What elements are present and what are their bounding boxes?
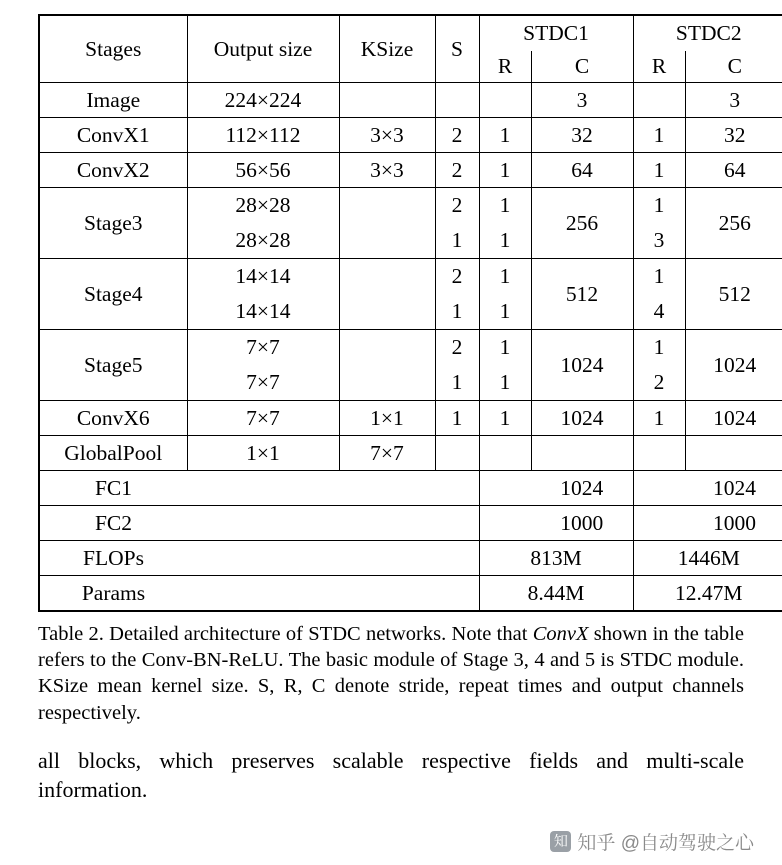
summary-stdc1: 8.44M: [479, 576, 633, 612]
row-stdc2-r: 1: [633, 401, 685, 436]
watermark-text: 知乎 @自动驾驶之心: [577, 833, 754, 854]
header-stdc2-r: R: [633, 51, 685, 83]
row-stride: 1: [435, 294, 479, 330]
row-stdc1-r: 1: [479, 188, 531, 224]
row-stdc2-r: [633, 83, 685, 118]
zhihu-logo-icon: 知: [550, 831, 571, 852]
row-ksize: [339, 330, 435, 401]
row-output-size: 28×28: [187, 188, 339, 224]
row-stride: 1: [435, 365, 479, 401]
row-stdc2-c: 1024: [685, 330, 782, 401]
summary-spacer: [187, 576, 479, 612]
row-stage: ConvX6: [39, 401, 187, 436]
table-caption: [38, 621, 744, 726]
row-stdc2-r: [633, 471, 685, 506]
header-ksize: KSize: [339, 15, 435, 83]
row-output-size: 224×224: [187, 83, 339, 118]
watermark: [550, 828, 754, 855]
header-stdc1-r: R: [479, 51, 531, 83]
summary-spacer: [187, 541, 479, 576]
row-stdc1-r: [479, 506, 531, 541]
row-output-size: [187, 506, 339, 541]
row-stride: 2: [435, 153, 479, 188]
row-stdc1-c: 1024: [531, 471, 633, 506]
row-output-size: 7×7: [187, 365, 339, 401]
table-row: [39, 83, 782, 118]
row-stdc1-r: 1: [479, 401, 531, 436]
row-stdc1-r: [479, 471, 531, 506]
caption-part-1: Table 2. Detailed architecture of STDC networks. Note that: [38, 623, 533, 645]
row-output-size: 7×7: [187, 401, 339, 436]
row-stdc1-c: 1024: [531, 401, 633, 436]
row-stdc2-r: 3: [633, 223, 685, 259]
table-row: [39, 118, 782, 153]
table-row: [39, 330, 782, 366]
header-stdc1-c: C: [531, 51, 633, 83]
row-stdc1-r: [479, 436, 531, 471]
row-stdc1-r: 1: [479, 259, 531, 295]
row-stdc2-c: 1024: [685, 401, 782, 436]
row-stride: 1: [435, 223, 479, 259]
row-stdc2-c: 512: [685, 259, 782, 330]
row-stdc1-c: 1024: [531, 330, 633, 401]
summary-stdc2: 1446M: [633, 541, 782, 576]
row-stdc2-c: 64: [685, 153, 782, 188]
table-bottom-rule: [39, 611, 782, 612]
table-row: [39, 506, 782, 541]
table-header-row: [39, 15, 782, 51]
row-stdc2-c: 1024: [685, 471, 782, 506]
row-stdc1-r: 1: [479, 153, 531, 188]
row-output-size: 28×28: [187, 223, 339, 259]
row-stage: ConvX1: [39, 118, 187, 153]
row-stdc1-r: 1: [479, 330, 531, 366]
body-paragraph: all blocks, which preserves scalable respective fields and multi-scale information.: [38, 747, 744, 802]
row-stdc1-r: 1: [479, 294, 531, 330]
row-stdc2-r: [633, 506, 685, 541]
row-stride: 1: [435, 401, 479, 436]
row-stdc1-r: 1: [479, 118, 531, 153]
row-stdc1-r: 1: [479, 223, 531, 259]
row-stdc2-r: 1: [633, 330, 685, 366]
row-ksize: 3×3: [339, 153, 435, 188]
row-stdc2-r: 2: [633, 365, 685, 401]
summary-label: FLOPs: [39, 541, 187, 576]
row-stage: Stage3: [39, 188, 187, 259]
row-stdc2-c: 3: [685, 83, 782, 118]
row-stdc2-r: 4: [633, 294, 685, 330]
row-stride: 2: [435, 259, 479, 295]
row-stride: 2: [435, 188, 479, 224]
row-stage: Image: [39, 83, 187, 118]
row-stdc2-r: 1: [633, 259, 685, 295]
table-row: [39, 188, 782, 224]
table-row: [39, 259, 782, 295]
row-output-size: 7×7: [187, 330, 339, 366]
row-stdc2-c: 256: [685, 188, 782, 259]
row-stdc1-r: [479, 83, 531, 118]
row-stdc1-c: 64: [531, 153, 633, 188]
row-output-size: 14×14: [187, 259, 339, 295]
row-stride: [435, 83, 479, 118]
caption-part-2: shown in the table refers to the Conv-BN-ReLU. The basic module of Stage 3, 4 and 5 is STDC module. KSize mean kernel size. S, R, C denote stride, repeat times and output channels respectively.: [38, 623, 744, 724]
header-stdc1: STDC1: [479, 15, 633, 51]
row-output-size: 112×112: [187, 118, 339, 153]
row-stdc1-c: [531, 436, 633, 471]
header-stdc2: STDC2: [633, 15, 782, 51]
row-ksize: [339, 83, 435, 118]
table-summary-row: [39, 576, 782, 612]
row-stdc1-r: 1: [479, 365, 531, 401]
row-ksize: 7×7: [339, 436, 435, 471]
row-stage: ConvX2: [39, 153, 187, 188]
row-ksize: [339, 259, 435, 330]
row-stdc2-c: 1000: [685, 506, 782, 541]
row-stdc1-c: 512: [531, 259, 633, 330]
row-stdc2-r: [633, 436, 685, 471]
architecture-table: [38, 14, 782, 612]
row-output-size: 56×56: [187, 153, 339, 188]
row-stride: 2: [435, 118, 479, 153]
row-ksize: [339, 506, 435, 541]
row-stage: FC1: [39, 471, 187, 506]
header-stdc2-c: C: [685, 51, 782, 83]
header-stages: Stages: [39, 15, 187, 83]
header-output-size: Output size: [187, 15, 339, 83]
header-s: S: [435, 15, 479, 83]
row-ksize: [339, 471, 435, 506]
table-summary-row: [39, 541, 782, 576]
table-row: [39, 436, 782, 471]
row-stdc2-c: [685, 436, 782, 471]
row-stage: GlobalPool: [39, 436, 187, 471]
row-stdc2-c: 32: [685, 118, 782, 153]
row-output-size: 14×14: [187, 294, 339, 330]
table-row: [39, 471, 782, 506]
row-stage: FC2: [39, 506, 187, 541]
row-stdc1-c: 256: [531, 188, 633, 259]
row-stdc1-c: 1000: [531, 506, 633, 541]
row-stride: [435, 471, 479, 506]
row-stride: [435, 436, 479, 471]
row-stdc2-r: 1: [633, 118, 685, 153]
row-output-size: [187, 471, 339, 506]
table-row: [39, 401, 782, 436]
summary-stdc2: 12.47M: [633, 576, 782, 612]
caption-italic-convx: ConvX: [532, 623, 589, 645]
row-stdc1-c: 3: [531, 83, 633, 118]
row-stride: 2: [435, 330, 479, 366]
row-stage: Stage5: [39, 330, 187, 401]
row-ksize: 3×3: [339, 118, 435, 153]
row-stdc1-c: 32: [531, 118, 633, 153]
row-stdc2-r: 1: [633, 188, 685, 224]
row-stage: Stage4: [39, 259, 187, 330]
row-ksize: [339, 188, 435, 259]
row-stride: [435, 506, 479, 541]
row-stdc2-r: 1: [633, 153, 685, 188]
table-row: [39, 153, 782, 188]
summary-label: Params: [39, 576, 187, 612]
summary-stdc1: 813M: [479, 541, 633, 576]
row-output-size: 1×1: [187, 436, 339, 471]
row-ksize: 1×1: [339, 401, 435, 436]
